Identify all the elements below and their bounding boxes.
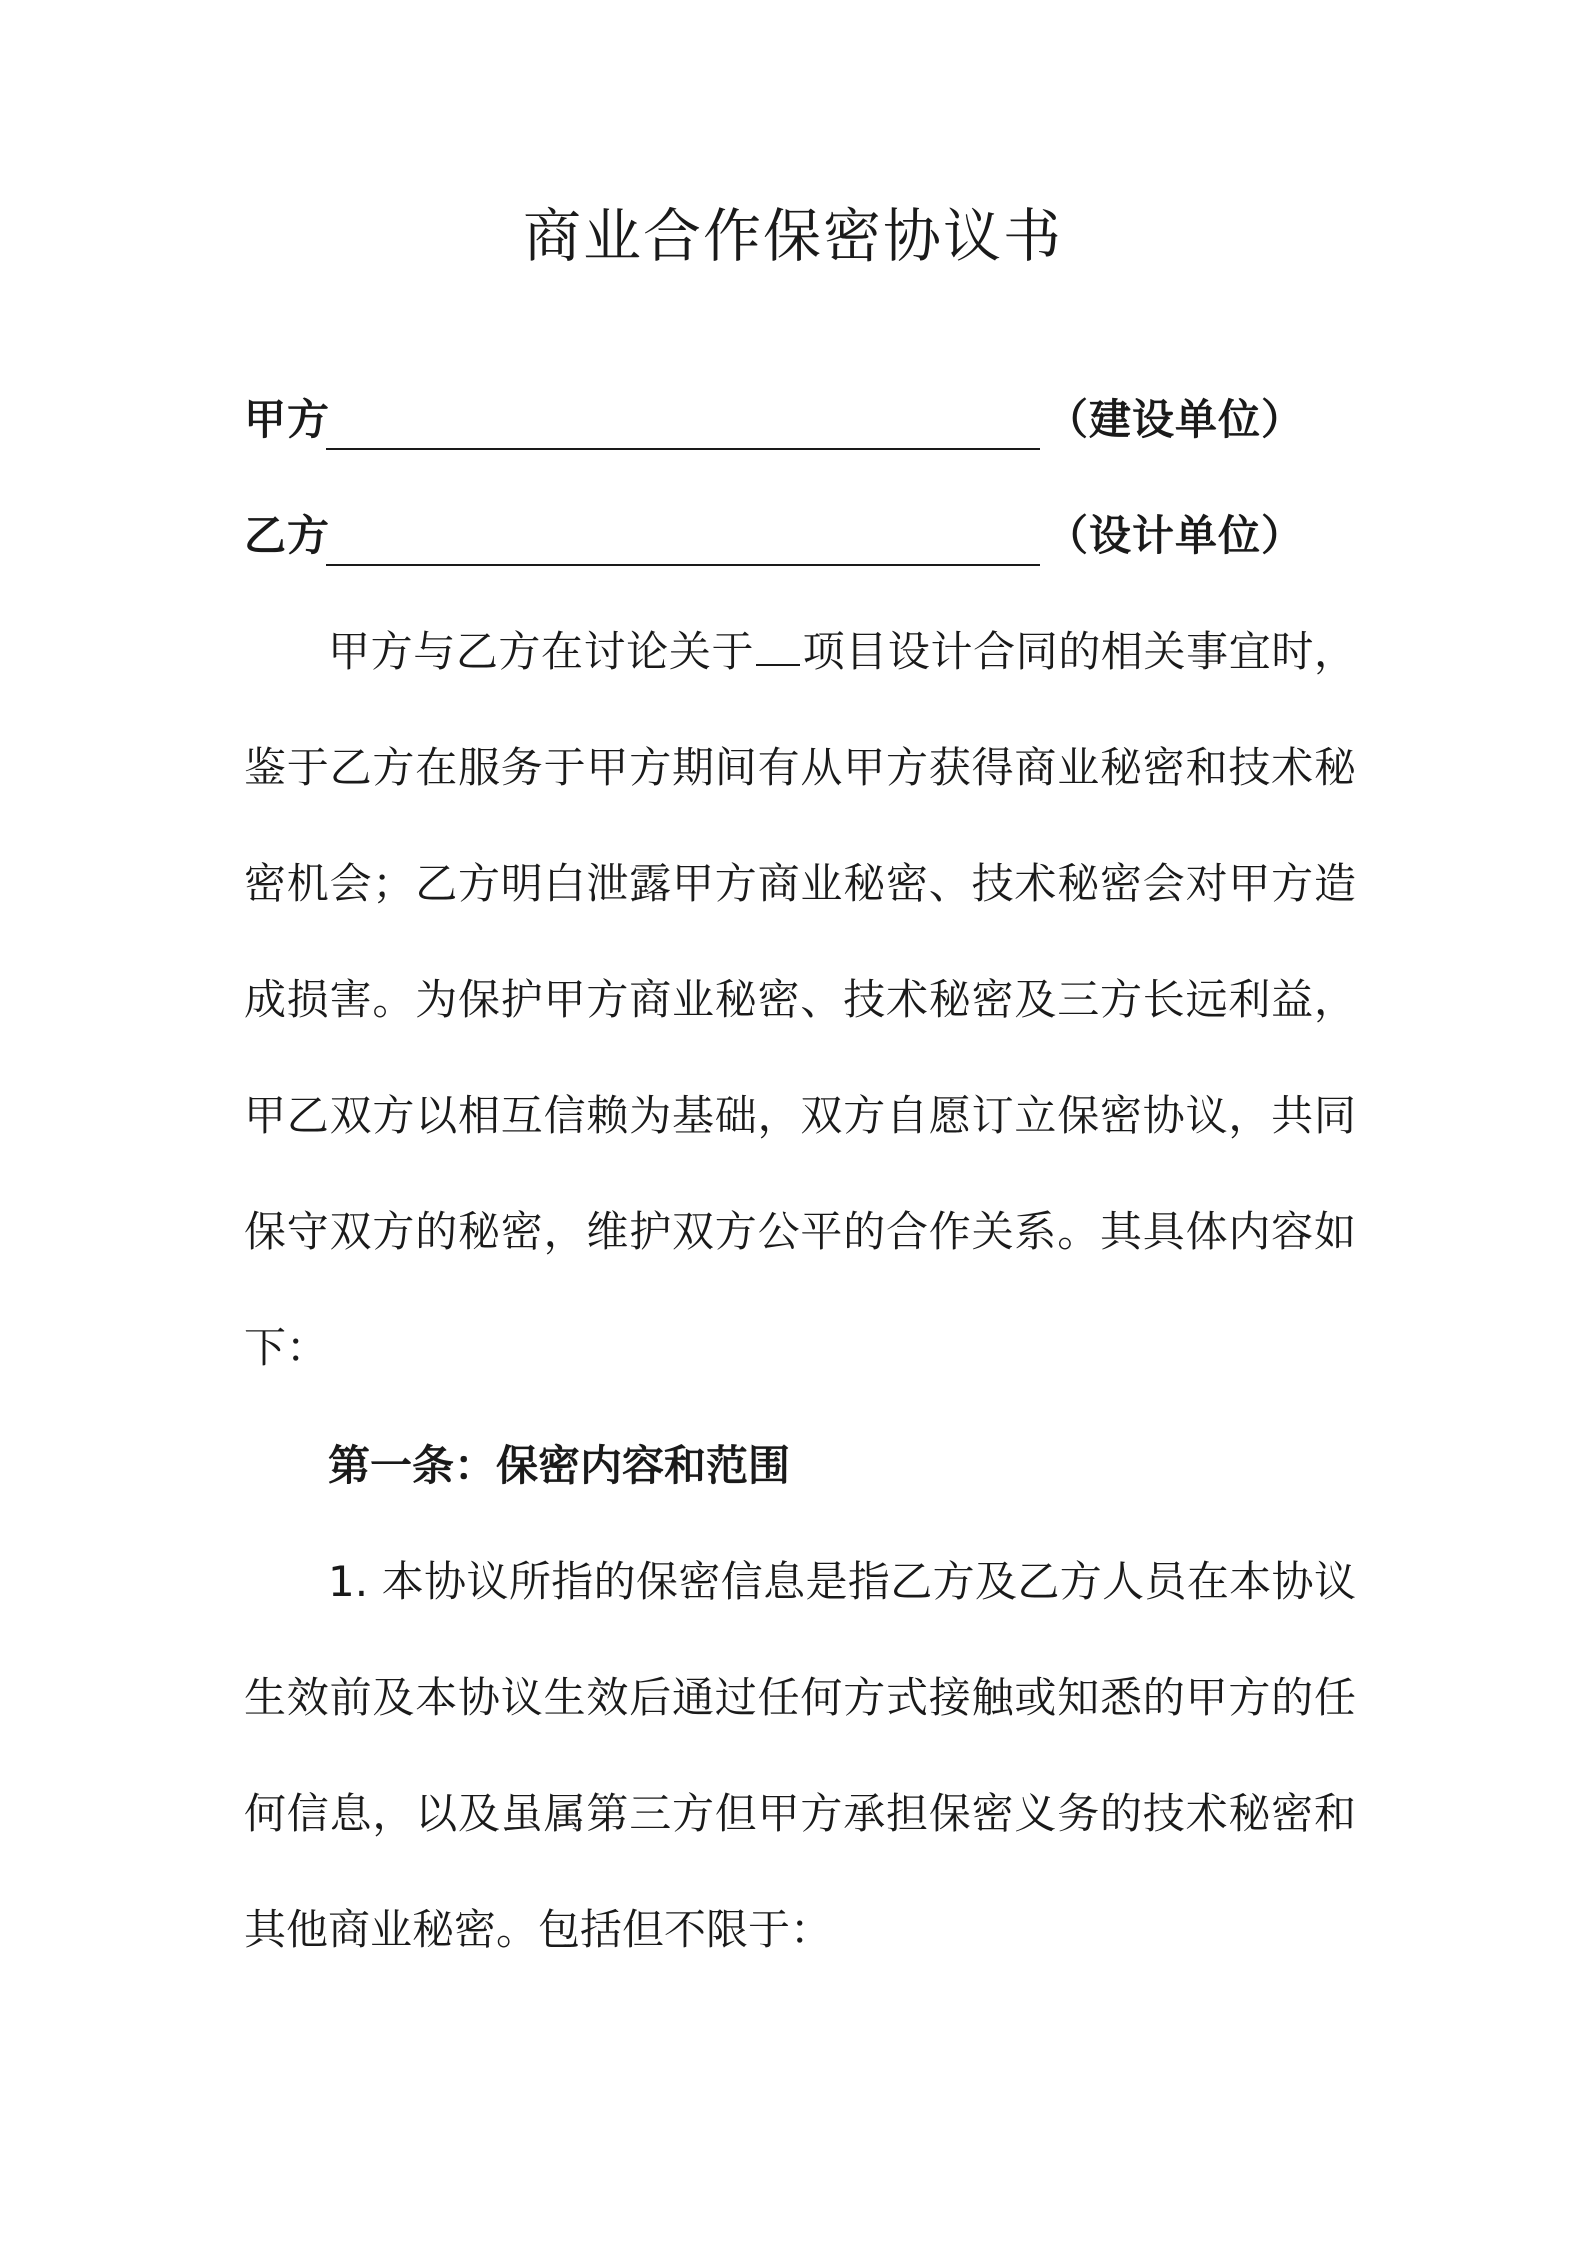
preamble-text-rest: 项目设计合同的相关事宜时，鉴于乙方在服务于甲方期间有从甲方获得商业秘密和技术秘密机会；乙方明白泄露甲方商业秘密、技术秘密会对甲方造成损害。为保护甲方商业秘密、技术秘密及三方长远利益，甲乙双方以相互信赖为基础，双方自愿订立保密协议，共同保守双方的秘密，维护双方公平的合作关系。其具体内容如下： [244, 627, 1356, 1372]
party-b-line [244, 506, 1354, 566]
party-b-name-field[interactable] [326, 506, 1040, 566]
article-1-clause-1: 1. 本协议所指的保密信息是指乙方及乙方人员在本协议生效前及本协议生效后通过任何方式接触或知悉的甲方的任何信息，以及虽属第三方但甲方承担保密义务的技术秘密和其他商业秘密。包括但不限于： [244, 1557, 1356, 1954]
document-title: 商业合作保密协议书 [522, 202, 1063, 270]
preamble-paragraph [244, 594, 1356, 1406]
party-b-role: （设计单位） [1046, 511, 1305, 560]
party-a-line [244, 390, 1354, 450]
project-name-blank[interactable] [756, 624, 800, 666]
party-a-label: 甲方 [244, 395, 331, 444]
party-a-name-field[interactable] [326, 390, 1040, 450]
article-1-heading: 第一条：保密内容和范围 [328, 1441, 791, 1490]
party-a-role: （建设单位） [1046, 395, 1305, 444]
party-b-label: 乙方 [244, 511, 331, 560]
preamble-text-start: 甲方与乙方在讨论关于 [328, 627, 755, 676]
